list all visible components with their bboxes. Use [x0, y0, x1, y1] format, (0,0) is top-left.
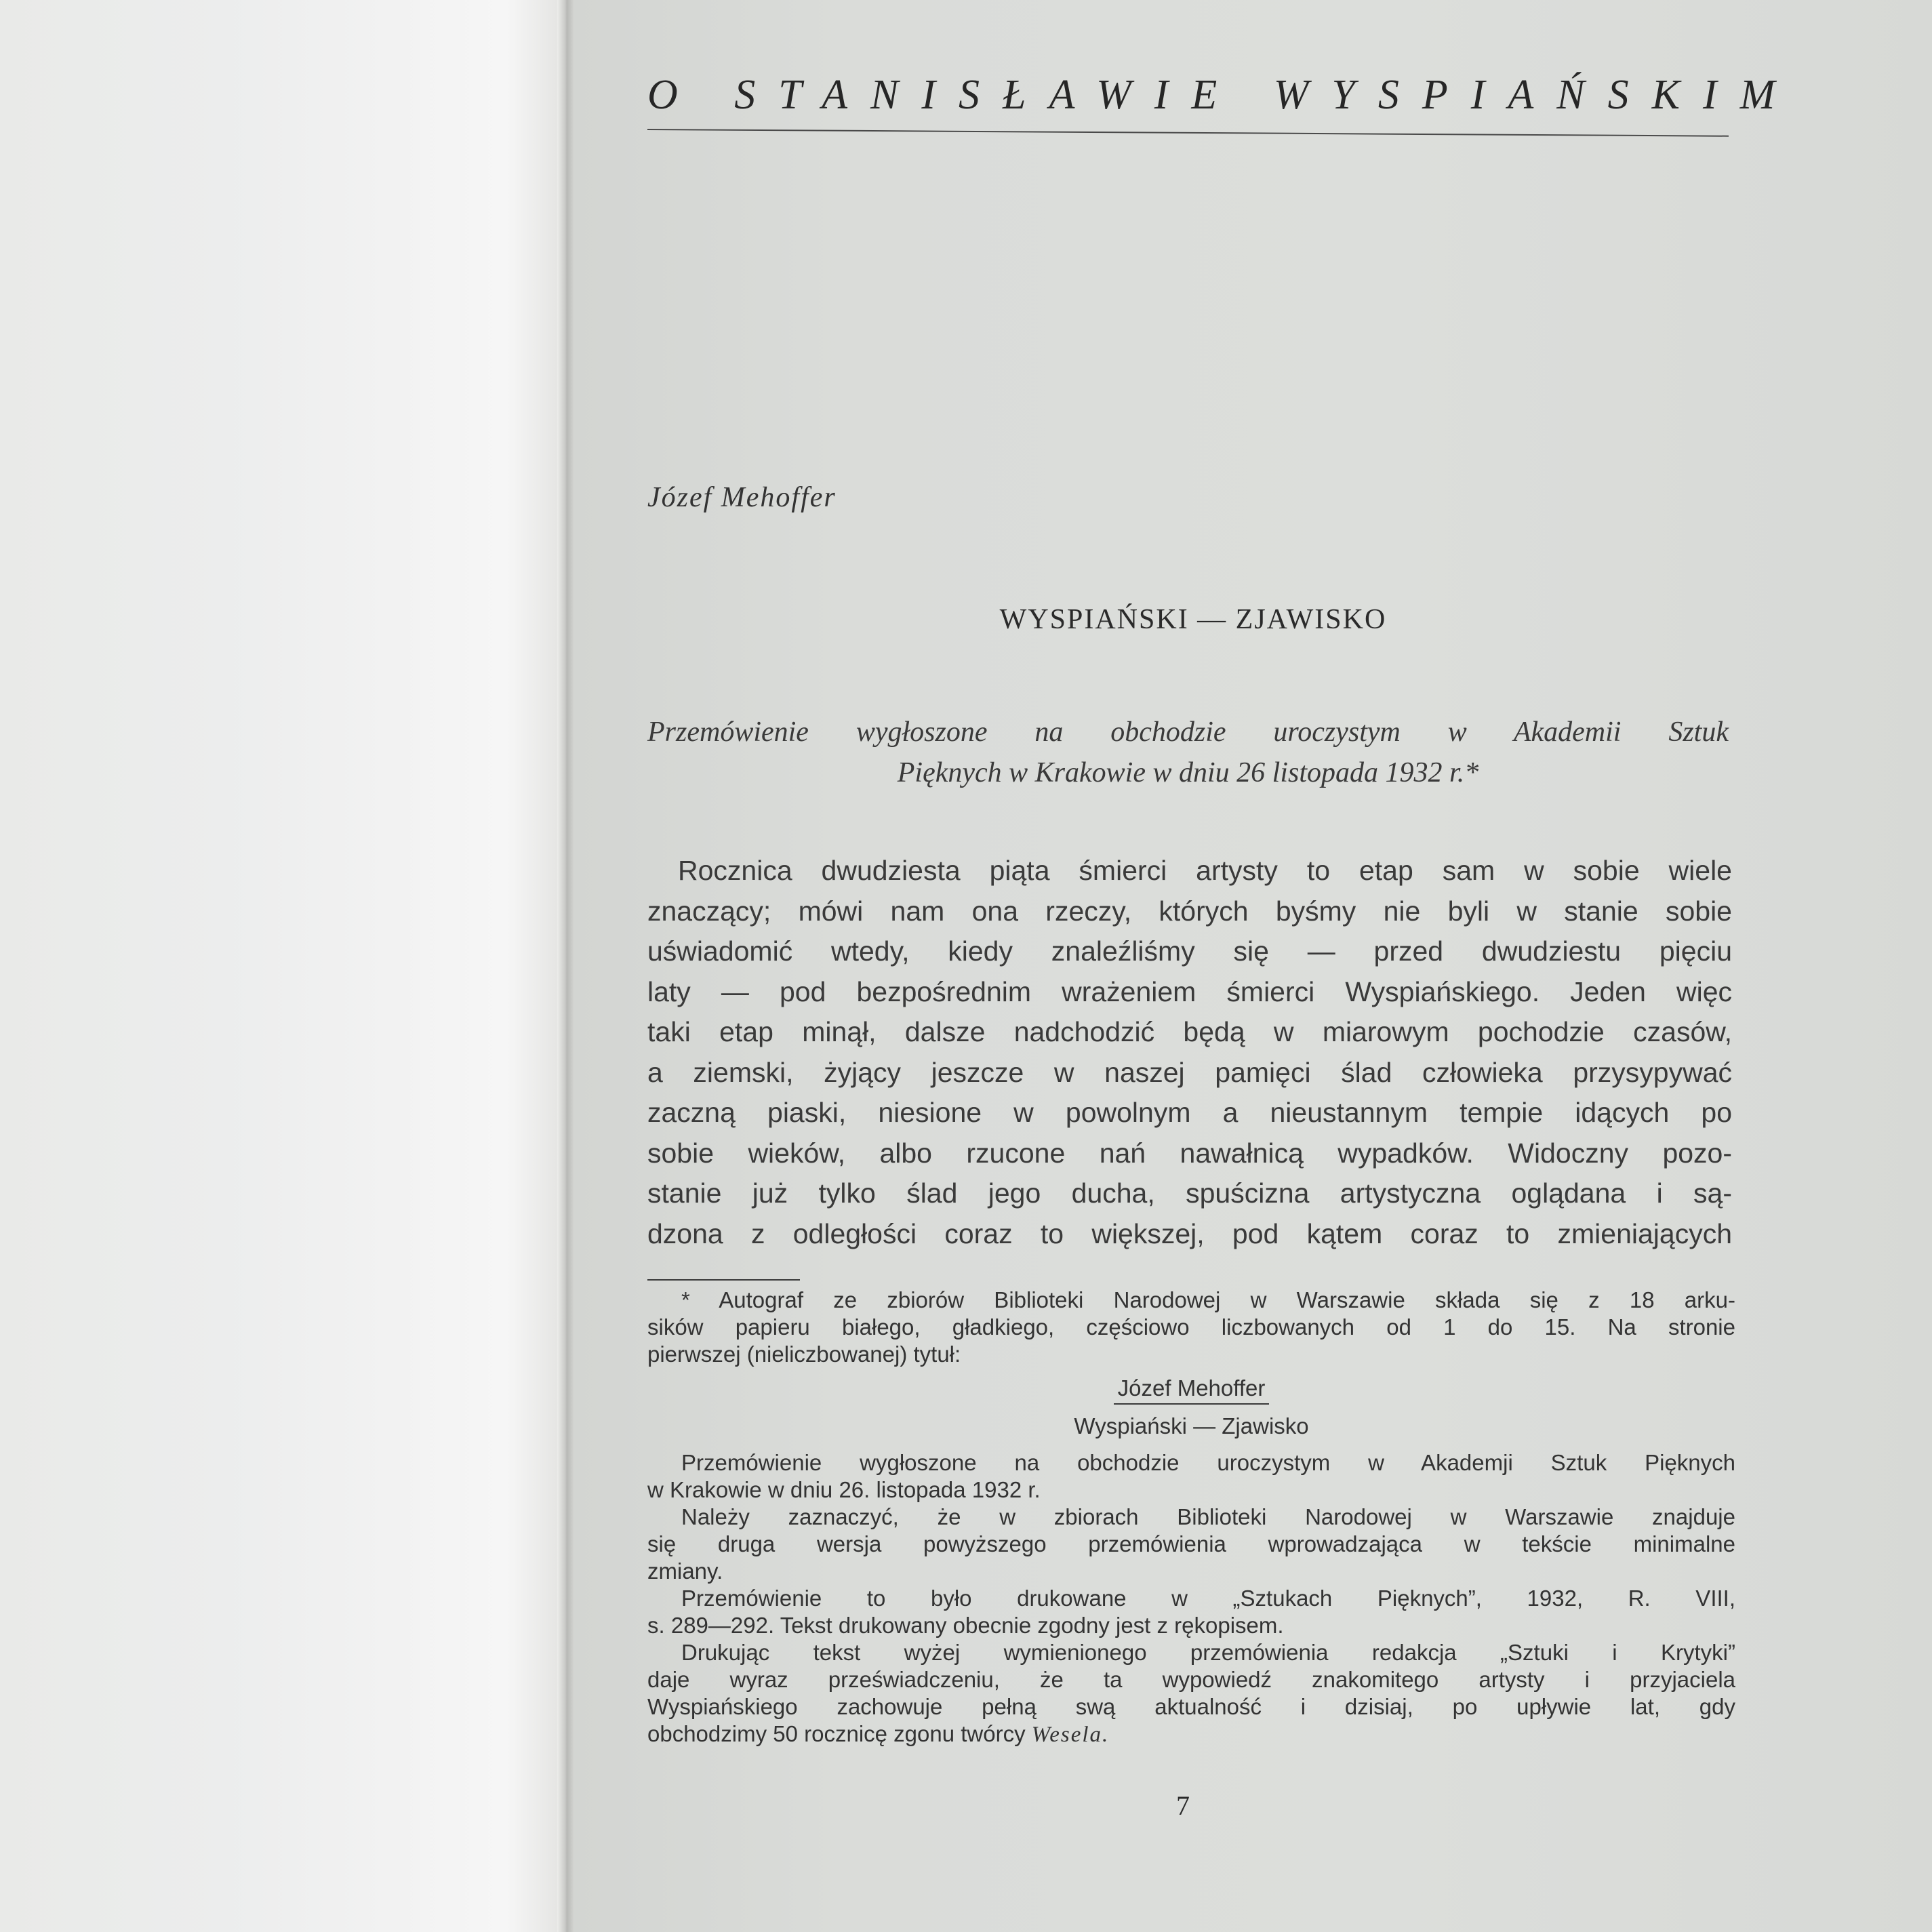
footnote-line: w Krakowie w dniu 26. listopada 1932 r. — [647, 1477, 1041, 1502]
body-line: zaczną piaski, niesione w powolnym a nieustannym tempie idących po — [647, 1097, 1732, 1128]
body-line: sobie wieków, albo rzucone nań nawałnicą wypadków. Widoczny pozo- — [647, 1137, 1732, 1169]
footnote-line: s. 289—292. Tekst drukowany obecnie zgodny jest z rękopisem. — [647, 1613, 1284, 1638]
article-subtitle — [647, 712, 1729, 793]
body-line: taki etap minął, dalsze nadchodzić będą w miarowym pochodzie czasów, — [647, 1016, 1732, 1047]
subtitle-line: Pięknych w Krakowie w dniu 26 listopada 1932 r.* — [897, 757, 1479, 788]
article-title: WYSPIAŃSKI — ZJAWISKO — [999, 604, 1387, 635]
footnote-line: Przemówienie wygłoszone na obchodzie uroczystym w Akademji Sztuk Pięknych — [681, 1450, 1735, 1475]
footnote-line: sików papieru białego, gładkiego, częściowo liczbowanych od 1 do 15. Na stronie — [647, 1314, 1735, 1340]
footnote-line: Należy zaznaczyć, że w zbiorach Biblioteki Narodowej w Warszawie znajduje — [681, 1504, 1735, 1529]
footnote-line: obchodzimy 50 rocznicę zgonu twórcy — [647, 1721, 1026, 1746]
footnote-line: Przemówienie to było drukowane w „Sztukach Pięknych”, 1932, R. VIII, — [681, 1586, 1735, 1611]
body-line: Rocznica dwudziesta piąta śmierci artysty to etap sam w sobie wiele — [678, 855, 1732, 886]
footnote-line: pierwszej (nieliczbowanej) tytuł: — [647, 1342, 961, 1367]
work-title: Wesela. — [1031, 1723, 1110, 1747]
book-gutter — [557, 0, 575, 1932]
footnote-line: Wyspiańskiego zachowuje pełną swą aktualność i dzisiaj, po upływie lat, gdy — [647, 1694, 1735, 1719]
subtitle-line: Przemówienie wygłoszone na obchodzie uroczystym w Akademii Sztuk — [647, 717, 1729, 748]
left-blank-page — [0, 0, 563, 1932]
manuscript-author-wrap — [647, 1368, 1735, 1413]
article-author: Józef Mehoffer — [647, 482, 837, 513]
footnote-rule — [647, 1279, 800, 1281]
body-line: laty — pod bezpośrednim wrażeniem śmierci Wyspiańskiego. Jeden więc — [647, 975, 1732, 1007]
footnote-line: zmiany. — [647, 1558, 723, 1584]
footnote-line: Drukując tekst wyżej wymienionego przemówienia redakcja „Sztuki i Krytyki” — [681, 1640, 1735, 1665]
manuscript-author: Józef Mehoffer — [1114, 1375, 1270, 1405]
manuscript-title: Wyspiański — Zjawisko — [1074, 1413, 1309, 1438]
footnote — [647, 1287, 1735, 1748]
running-head: O STANISŁAWIE WYSPIAŃSKIM — [647, 72, 1798, 118]
body-line: znaczący; mówi nam ona rzeczy, których byśmy nie byli w stanie sobie — [647, 895, 1732, 927]
footnote-line: * Autograf ze zbiorów Biblioteki Narodowej w Warszawie składa się z 18 arku- — [681, 1287, 1735, 1312]
body-line: stanie już tylko ślad jego ducha, spuścizna artystyczna oglądana i są- — [647, 1178, 1732, 1209]
footnote-line: się druga wersja powyższego przemówienia wprowadzająca w tekście minimalne — [647, 1531, 1735, 1556]
footnote-last-line — [647, 1720, 1735, 1748]
footnote-line: daje wyraz przeświadczeniu, że ta wypowiedź znakomitego artysty i przyjaciela — [647, 1667, 1735, 1692]
body-line: dzona z odległości coraz to większej, pod kątem coraz to zmieniających — [647, 1217, 1732, 1249]
body-paragraph — [647, 851, 1732, 1254]
page-number: 7 — [1176, 1790, 1190, 1821]
body-line: uświadomić wtedy, kiedy znaleźliśmy się — przed dwudziestu pięciu — [647, 935, 1732, 967]
body-line: a ziemski, żyjący jeszcze w naszej pamięci ślad człowieka przysypywać — [647, 1056, 1732, 1088]
